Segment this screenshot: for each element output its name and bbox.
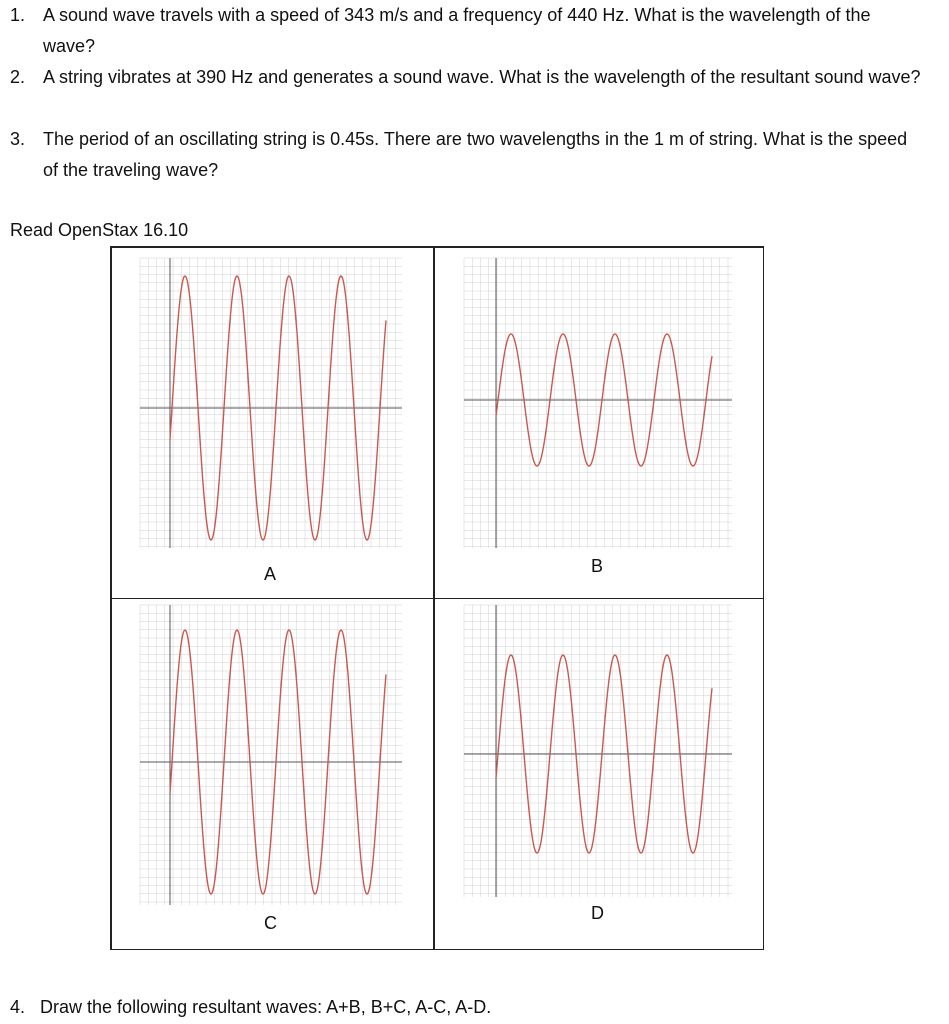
panel-d-label: D	[591, 903, 604, 923]
question-3-text: The period of an oscillating string is 0.45s. There are two wavelengths in the 1 m of string. What is the speed of the traveling wave?	[43, 129, 908, 180]
question-1-number: 1.	[10, 5, 26, 25]
question-4-text: Draw the following resultant waves: A+B, B+C, A-C, A-D.	[40, 997, 492, 1017]
panel-b	[433, 247, 764, 599]
question-1-text: A sound wave travels with a speed of 343 m/s and a frequency of 440 Hz. What is the wavelength of the wave?	[43, 5, 871, 56]
reading-assignment: Read OpenStax 16.10	[10, 220, 189, 240]
question-3-number: 3.	[10, 129, 26, 149]
panel-a	[111, 247, 435, 599]
panel-b-label: B	[591, 556, 604, 576]
wave-panels-grid	[110, 246, 764, 950]
panel-c-label: C	[264, 913, 277, 933]
wave-graph-b	[434, 248, 763, 598]
question-4	[10, 993, 491, 1021]
wave-graph-d	[434, 599, 763, 949]
wave-graph-a	[112, 248, 434, 598]
panel-d	[433, 598, 764, 950]
question-2-number: 2.	[10, 67, 26, 87]
wave-graph-c	[112, 599, 434, 949]
panel-a-label: A	[264, 564, 277, 584]
question-2-text: A string vibrates at 390 Hz and generates a sound wave. What is the wavelength of the resultant sound wave?	[43, 67, 921, 87]
panel-c	[111, 598, 435, 950]
question-4-number: 4.	[10, 997, 26, 1017]
